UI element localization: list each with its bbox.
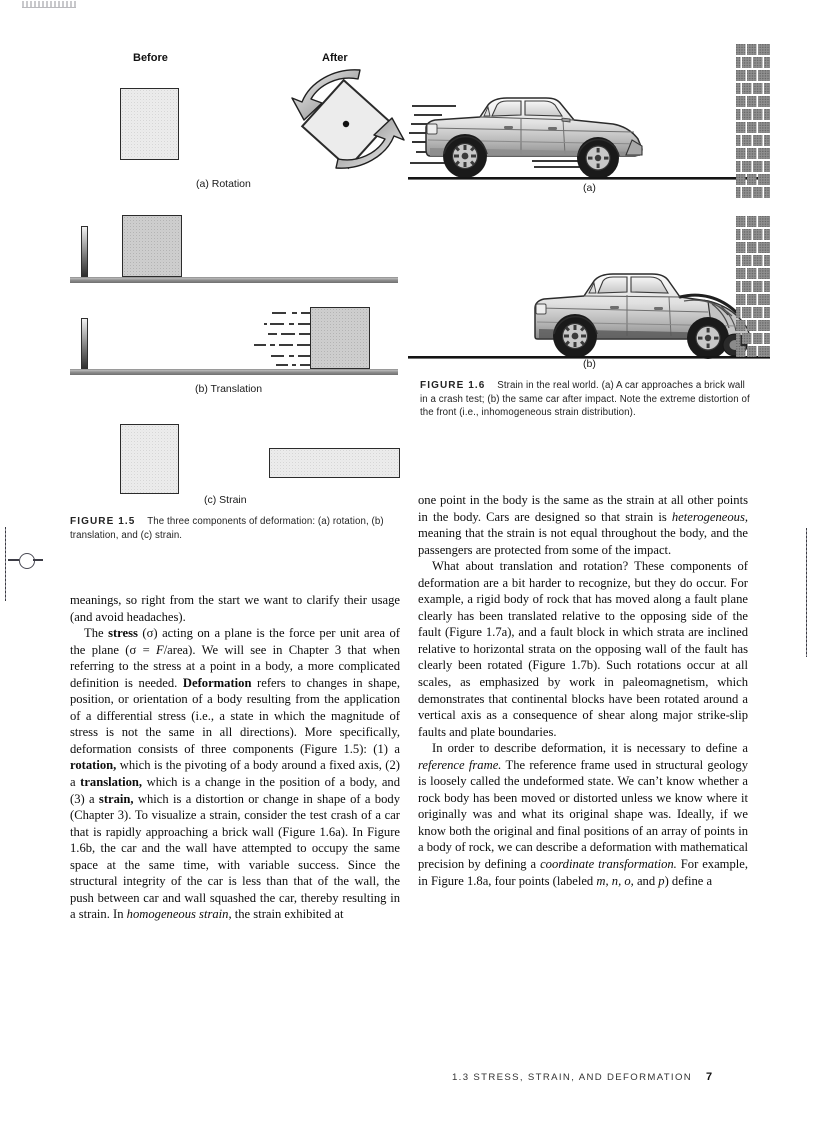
page-number: 7 (706, 1071, 713, 1083)
right-paragraph-3 (418, 740, 748, 889)
crop-mark-right-line (806, 528, 807, 657)
figure-1-6-panel-b-illustration (408, 208, 770, 368)
figure-1-5-label-b: (b) Translation (195, 383, 263, 395)
figure-1-5-caption-tag: FIGURE 1.5 (70, 516, 136, 527)
lp2-i: which is the pivoting of a body around a fixed axis, (2) a (70, 758, 400, 790)
term-stress: stress (108, 626, 138, 641)
translation-before-block (122, 215, 182, 277)
brick-wall (736, 44, 770, 364)
registration-target-icon (8, 546, 42, 576)
rp3-c: The reference frame used in structural geology is loosely called the undeformed state. We can’t know whether a rock body has been moved or distorted unless we know where it originally was and what its original shape was. Ideally, if we know both the original and final positions of an array of points in a body of rock, we can describe a deformation with mathematical precision by defining a (418, 757, 749, 872)
rp3-k: ) define a (664, 873, 713, 888)
term-translation: translation, (80, 775, 143, 790)
figure-1-5-caption (70, 515, 405, 542)
lp2-m: which is a distortion or change in shape of a body (Chapter 3). To visualize a strain, consider the test crash of a car that is rapidly approaching a brick wall (Figure 1.6a). In Figure 1.6b, the car and the wall have attempted to occupy the same space at the same time, with variable success. Since the structural integrity of the car is less than that of the wall, the push between car and wall squashed the car, thereby resulting in a strain. In (70, 791, 400, 922)
figure-1-5-label-c: (c) Strain (204, 494, 247, 506)
rotation-before-block (120, 88, 179, 160)
page-footer (452, 1071, 712, 1083)
figure-1-5 (0, 0, 410, 510)
translation-reference-post-1 (81, 226, 88, 277)
right-paragraph-1 (418, 492, 748, 558)
running-head: 1.3 STRESS, STRAIN, AND DEFORMATION (452, 1072, 693, 1083)
translation-reference-post-2 (81, 318, 88, 369)
term-deformation: Deformation (182, 675, 252, 690)
figure-1-6-caption (420, 379, 750, 420)
term-rotation: rotation, (70, 758, 117, 773)
rotation-arrow-icon (288, 62, 408, 177)
strain-before-block (120, 424, 179, 494)
rp3-e: For example, in Figure 1.8a, four points (labeled (418, 857, 748, 888)
figure-1-5-label-a: (a) Rotation (196, 178, 251, 190)
figure-1-6-caption-text: Strain in the real world. (a) A car approaches a brick wall in a crash test; (b) the same car after impact. Note the extreme distortion of the front (i.e., inhomogeneous strain distribution). (420, 380, 750, 419)
figure-1-5-after-header: After (322, 52, 348, 64)
term-heterogeneous: heterogeneous, (671, 509, 748, 524)
right-paragraph-2: What about translation and rotation? These components of deformation are a bit harder to recognize, but they do occur. For example, a rigid body of rock that has moved along a fault plane clearly has been translated relative to the opposing side of the fault (Figure 1.7a), and a fault block in which strata are inclined relative to horizontal strata on the opposing wall of the fault has clearly been rotated (Figure 1.7b). Such rotations occur at all scales, as emphasized by work in paleomagnetism, which demonstrates that continental blocks have been rotated around a vertical axis as a consequence of shear along major strike-slip faults and plate boundaries. (418, 559, 748, 739)
rp3-i: and (633, 873, 659, 888)
figure-1-6-label-a: (a) (583, 182, 596, 194)
term-reference-frame: reference frame. (418, 757, 502, 772)
crop-mark-left-line (5, 527, 6, 601)
rp1-c: meaning that the strain is not equal throughout the body, and the passengers are protected from some of the impact. (418, 526, 748, 557)
lp2-k: which is a change in the position of a body, and (3) a (70, 775, 400, 806)
right-text-column (418, 492, 748, 889)
symbol-force: F (155, 642, 164, 657)
left-paragraph-1: meanings, so right from the start we want to clarify their usage (and avoid headaches). (70, 593, 400, 624)
lp2-o: the strain exhibited at (231, 907, 344, 922)
figure-1-6-panel-a-illustration (408, 36, 770, 186)
figure-1-6 (408, 36, 770, 376)
term-strain: strain, (98, 791, 134, 806)
point-label-o: o, (621, 873, 634, 888)
lp2-a: The (84, 626, 109, 641)
term-homogeneous-strain: homogeneous strain, (126, 907, 232, 922)
rp3-a: In order to describe deformation, it is necessary to define a (432, 741, 748, 756)
point-label-n: n, (608, 873, 622, 888)
strain-after-block (269, 448, 400, 478)
rp1-a: one point in the body is the same as the strain at all other points in the body. Cars are designed so that strain is (418, 493, 748, 524)
translation-ground-line-2 (70, 369, 398, 375)
translation-ground-line-1 (70, 277, 398, 283)
term-coordinate-transformation: coordinate transformation. (540, 857, 677, 872)
figure-1-5-before-header: Before (133, 52, 168, 64)
point-label-p: p (658, 873, 665, 888)
left-paragraph-2 (70, 625, 400, 923)
lp2-g: refers to changes in shape, position, or orientation of a body resulting from the application of a differential stress (i.e., a state in which the magnitude of stress is not the same in all directions). More specifically, deformation consists of three components (Figure 1.5): (1) a (70, 675, 400, 756)
figure-1-6-label-b: (b) (583, 358, 596, 370)
left-text-column (70, 592, 400, 923)
lp2-c: (σ) acting on a plane is the force per unit area of the plane (σ = (70, 626, 400, 657)
point-label-m: m, (596, 873, 609, 888)
lp2-e: /area). We will see in Chapter 3 that when referring to the stress at a point in a body, a more complicated definition is needed. (70, 642, 400, 690)
figure-1-5-caption-text: The three components of deformation: (a) rotation, (b) translation, and (c) strain. (70, 516, 384, 541)
translation-after-block (310, 307, 370, 369)
figure-1-6-caption-tag: FIGURE 1.6 (420, 380, 486, 391)
